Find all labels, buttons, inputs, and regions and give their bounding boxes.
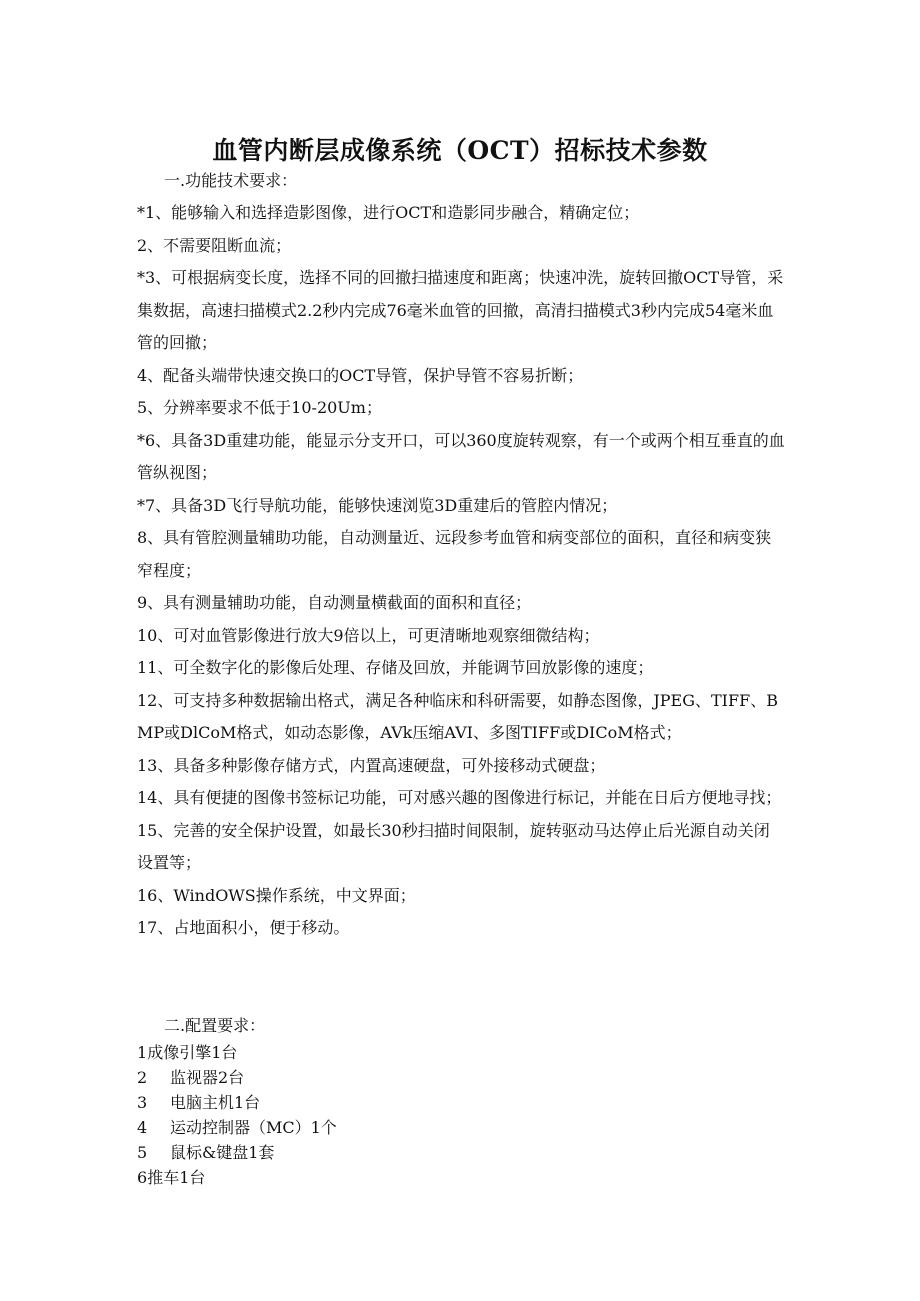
requirement-item: 5、分辨率要求不低于10-20Um； bbox=[137, 398, 382, 417]
config-item-text: 电脑主机1台 bbox=[170, 1093, 261, 1112]
section-heading-configuration: 二.配置要求： bbox=[164, 1016, 266, 1035]
functional-requirements-section bbox=[137, 165, 785, 945]
config-item bbox=[137, 1115, 785, 1140]
config-item-number: 1 bbox=[137, 1043, 148, 1062]
functional-requirements-list bbox=[137, 197, 785, 945]
requirement-item: 17、占地面积小，便于移动。 bbox=[137, 918, 350, 937]
requirement-item: *3、可根据病变长度，选择不同的回撤扫描速度和距离；快速冲洗，旋转回撤OCT导管，采集数据，高速扫描模式2.2秒内完成76毫米血管的回撤，高清扫描模式3秒内完成54毫米血管的回撤； bbox=[137, 268, 784, 352]
config-item-text: 鼠标&键盘1套 bbox=[170, 1143, 275, 1162]
requirement-item: 10、可对血管影像进行放大9倍以上，可更清晰地观察细微结构； bbox=[137, 625, 600, 645]
config-item bbox=[137, 1140, 785, 1165]
requirement-item: 14、具有便捷的图像书签标记功能，可对感兴趣的图像进行标记，并能在日后方便地寻找； bbox=[137, 788, 782, 807]
section-heading-functional: 一.功能技术要求： bbox=[164, 171, 298, 190]
requirement-item: 16、WindOWS操作系统，中文界面； bbox=[137, 885, 416, 905]
document-title: 血管内断层成像系统（OCT）招标技术参数 bbox=[212, 135, 708, 165]
requirement-item: 12、可支持多种数据输出格式，满足各种临床和科研需要，如静态图像，JPEG、TIFF、BMP或DlCoM格式，如动态影像，AVk压缩AVI、多图TIFF或DICoM格式； bbox=[137, 690, 778, 742]
config-item bbox=[137, 1165, 785, 1190]
config-item-number: 3 bbox=[137, 1093, 148, 1112]
config-item bbox=[137, 1065, 785, 1090]
configuration-list bbox=[137, 1040, 785, 1190]
requirement-item: *7、具备3D飞行导航功能，能够快速浏览3D重建后的管腔内情况； bbox=[137, 495, 618, 515]
requirement-item: *1、能够输入和选择造影图像，进行OCT和造影同步融合，精确定位； bbox=[137, 203, 640, 222]
config-item bbox=[137, 1090, 785, 1115]
config-item-text: 成像引擎1台 bbox=[147, 1043, 238, 1062]
requirement-item: 11、可全数字化的影像后处理、存储及回放，并能调节回放影像的速度； bbox=[137, 658, 654, 677]
config-item-text: 推车1台 bbox=[147, 1168, 206, 1187]
requirement-item: 8、具有管腔测量辅助功能，自动测量近、远段参考血管和病变部位的面积，直径和病变狭窄程度； bbox=[137, 528, 772, 580]
requirement-item: 2、不需要阻断血流； bbox=[137, 235, 292, 255]
requirement-item: 13、具备多种影像存储方式，内置高速硬盘，可外接移动式硬盘； bbox=[137, 755, 606, 775]
configuration-section bbox=[137, 1012, 785, 1190]
config-item-number: 4 bbox=[137, 1118, 148, 1137]
requirement-item: *6、具备3D重建功能，能显示分支开口，可以360度旋转观察，有一个或两个相互垂直的血管纵视图； bbox=[137, 430, 785, 482]
config-item-number: 5 bbox=[137, 1143, 148, 1162]
requirement-item: 15、完善的安全保护设置，如最长30秒扫描时间限制，旋转驱动马达停止后光源自动关闭设置等； bbox=[137, 820, 770, 872]
config-item-text: 运动控制器（MC）1个 bbox=[170, 1118, 337, 1137]
config-item-number: 6 bbox=[137, 1168, 148, 1187]
config-item-number: 2 bbox=[137, 1068, 148, 1087]
config-item-text: 监视器2台 bbox=[170, 1068, 245, 1087]
config-item bbox=[137, 1040, 785, 1065]
requirement-item: 9、具有测量辅助功能，自动测量横截面的面积和直径； bbox=[137, 593, 532, 612]
requirement-item: 4、配备头端带快速交换口的OCT导管，保护导管不容易折断； bbox=[137, 365, 584, 385]
